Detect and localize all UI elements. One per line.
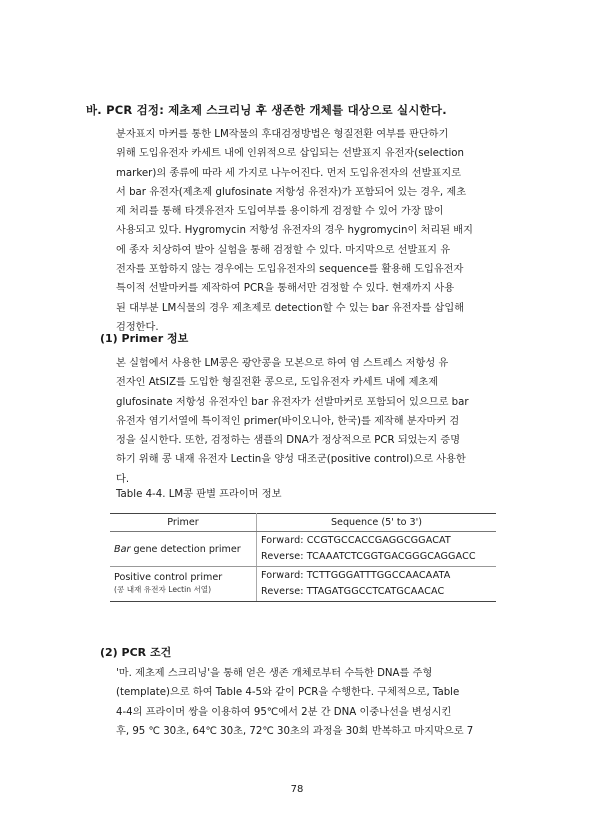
table-row (110, 532, 496, 567)
paragraph-line: glufosinate 저항성 유전자인 bar 유전자가 선발마커로 포함되어 있으므로 bar (116, 396, 469, 408)
primer-name-italic: Bar (114, 543, 131, 555)
column-header-primer: Primer (110, 514, 257, 532)
paragraph-line: 다. (116, 473, 130, 485)
page-number: 78 (290, 784, 304, 795)
primer-note: (콩 내재 유전자 Lectin 서열) (114, 584, 212, 594)
table-header-row (110, 514, 496, 532)
sequence-cell (257, 532, 497, 567)
table-row (110, 567, 496, 602)
primer-table (110, 513, 496, 602)
subsection-heading-pcr: (2) PCR 조건 (100, 646, 172, 659)
paragraph-selection-markers (116, 125, 514, 337)
paragraph-line: 정을 실시한다. 또한, 검정하는 샘플의 DNA가 정상적으로 PCR 되었는지 증명 (116, 435, 461, 447)
sequence-cell (257, 567, 497, 602)
paragraph-primer-info (116, 354, 514, 489)
forward-sequence: Forward: CCGTGCCACCGAGGCGGACAT (261, 535, 451, 546)
paragraph-line: 유전자 염기서열에 특이적인 primer(바이오니아, 한국)를 제작해 분자마커 검 (116, 415, 460, 427)
subsection-heading-primer: (1) Primer 정보 (100, 332, 189, 345)
paragraph-line: 특이적 선발마커를 제작하여 PCR을 통해서만 검정할 수 있다. 현재까지 사용 (116, 283, 455, 295)
paragraph-line: 검정한다. (116, 321, 159, 333)
table-caption: Table 4-4. LM콩 판별 프라이머 정보 (116, 489, 282, 500)
paragraph-line: 전자인 AtSIZ를 도입한 형질전환 콩으로, 도입유전자 카세트 내에 제초제 (116, 377, 439, 389)
column-header-sequence: Sequence (5' to 3') (257, 514, 497, 532)
paragraph-line: 서 bar 유전자(제초제 glufosinate 저항성 유전자)가 포함되어 있는 경우, 제초 (116, 186, 467, 198)
primer-name-cell (110, 567, 257, 602)
paragraph-line: 위해 도입유전자 카세트 내에 인위적으로 삽입되는 선발표지 유전자(selection (116, 148, 464, 160)
paragraph-line: 하기 위해 콩 내재 유전자 Lectin을 양성 대조군(positive control)으로 사용한 (116, 454, 466, 466)
paragraph-line: 본 실험에서 사용한 LM콩은 광안콩을 모본으로 하여 염 스트레스 저항성 유 (116, 358, 449, 369)
paragraph-line: marker)의 종류에 따라 세 가지로 나누어진다. 먼저 도입유전자의 선발표지로 (116, 167, 462, 179)
forward-sequence: Forward: TCTTGGGATTTGGCCAACAATA (261, 570, 451, 581)
paragraph-line: 된 대부분 LM식물의 경우 제초제로 detection할 수 있는 bar 유전자를 삽입해 (116, 302, 465, 314)
paragraph-line: 사용되고 있다. Hygromycin 저항성 유전자의 경우 hygromycin이 처리된 배지 (116, 225, 473, 237)
primer-name: Positive control primer (114, 571, 223, 583)
reverse-sequence: Reverse: TTAGATGGCCTCATGCAACAC (261, 586, 445, 597)
paragraph-line: 후, 95 ℃ 30초, 64℃ 30초, 72℃ 30초의 과정을 30회 반복하고 마지막으로 7 (116, 725, 474, 737)
section-heading: 바. PCR 검정: 제초제 스크리닝 후 생존한 개체를 대상으로 실시한다. (86, 103, 447, 117)
paragraph-line: 제 처리를 통해 타겟유전자 도입여부를 용이하게 검정할 수 있어 가장 많이 (116, 206, 444, 218)
paragraph-line: 전자를 포함하지 않는 경우에는 도입유전자의 sequence를 활용해 도입유전자 (116, 264, 464, 276)
paragraph-pcr-conditions (116, 664, 514, 741)
paragraph-line: 에 종자 치상하여 발아 실험을 통해 검정할 수 있다. 마지막으로 선발표지 유 (116, 244, 451, 256)
paragraph-line: 분자표지 마커를 통한 LM작물의 후대검정방법은 형질전환 여부를 판단하기 (116, 129, 449, 140)
primer-name: gene detection primer (130, 543, 241, 555)
reverse-sequence: Reverse: TCAAATCTCGGTGACGGGCAGGACC (261, 551, 476, 562)
paragraph-line: 4-4의 프라이머 쌍을 이용하여 95℃에서 2분 간 DNA 이중나선을 변성시킨 (116, 706, 452, 718)
paragraph-line: (template)으로 하여 Table 4-5와 같이 PCR을 수행한다. 구체적으로, Table (116, 687, 460, 699)
primer-name-cell (110, 532, 257, 567)
paragraph-line: '마. 제초제 스크리닝'을 통해 얻은 생존 개체로부터 수득한 DNA를 주형 (116, 668, 433, 679)
